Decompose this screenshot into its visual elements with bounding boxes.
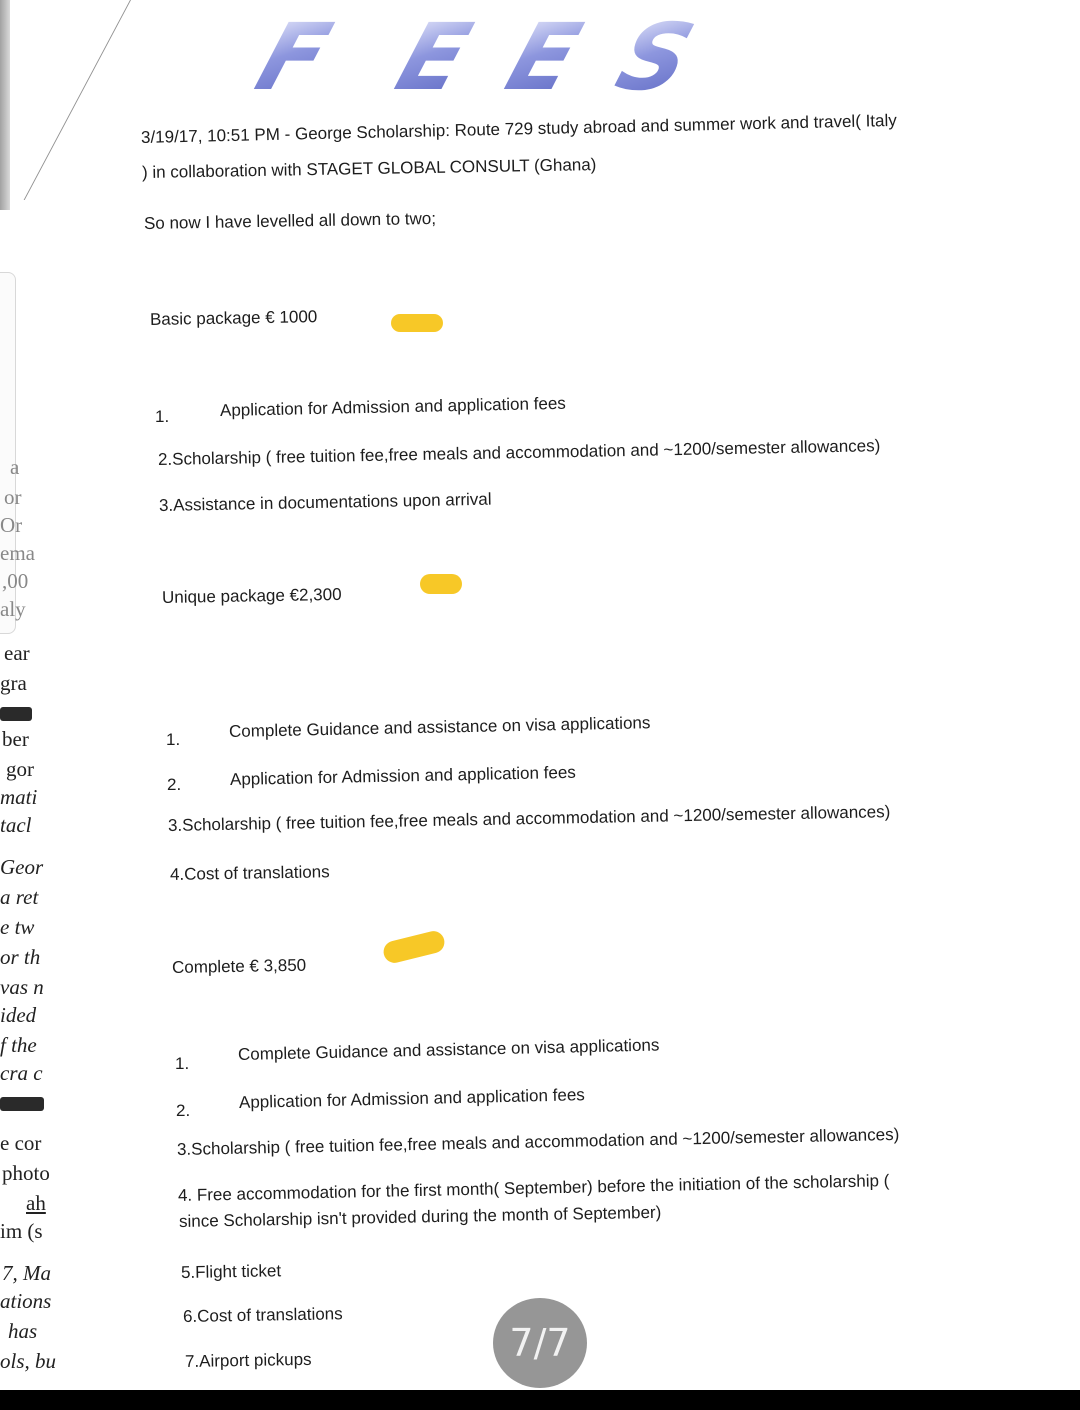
prev-text: ema [0,541,35,565]
intro-line: So now I have levelled all down to two; [143,208,437,233]
list-number: 1. [155,407,170,426]
list-number: 2. [176,1101,191,1120]
prev-text: or [4,485,22,509]
prev-text: vas n [0,975,44,999]
prev-text: ations [0,1289,52,1313]
prev-text: a ret [0,885,39,909]
intro-line: 3/19/17, 10:51 PM - George Scholarship: Route 729 study abroad and summer work and travel( Italy [140,110,897,147]
highlight-mark [420,574,462,594]
list-item: 5.Flight ticket [180,1261,282,1282]
title-letter: F [244,4,343,111]
prev-text: ided [0,1003,37,1027]
list-number: 1. [175,1054,190,1073]
prev-text: Geor [0,855,44,879]
list-item: 2.Scholarship ( free tuition fee,free meals and accommodation and ~1200/semester allowances) [157,436,881,469]
title-letter: S [604,4,706,111]
list-item: 6.Cost of translations [182,1304,343,1326]
list-item: Complete Guidance and assistance on visa applications [228,713,651,741]
list-item: since Scholarship isn't provided during the month of September) [178,1202,662,1231]
prev-text: ,00 [2,569,29,593]
prev-text: photo [2,1161,50,1185]
prev-text: gra [0,671,27,695]
prev-text: ols, bu [0,1349,57,1373]
prev-text: f the [0,1033,37,1057]
list-item: Application for Admission and application fees [229,762,577,789]
prev-text: mati [0,785,38,809]
title-letter: E [494,4,593,111]
highlight-mark [391,314,443,332]
prev-text: ear [4,641,30,665]
title-letter: E [384,4,483,111]
prev-text: tacl [0,813,32,837]
prev-text: 7, Ma [2,1261,51,1285]
list-item: Complete Guidance and assistance on visa applications [237,1035,660,1064]
prev-text: or th [0,945,41,969]
list-number: 1. [166,730,181,749]
list-number: 2. [167,775,182,794]
highlight-mark [381,929,446,965]
prev-text: Or [0,513,23,537]
prev-text: cra c [0,1061,43,1085]
prev-text: ber [2,727,29,751]
list-item: 4. Free accommodation for the first month( September) before the initiation of the scholarship ( [177,1171,890,1205]
prev-text: im (s [0,1219,43,1243]
list-item: 3.Scholarship ( free tuition fee,free meals and accommodation and ~1200/semester allowances) [167,802,891,835]
page-indicator: 7/7 [493,1298,587,1388]
package-heading: Basic package € 1000 [149,307,318,329]
system-nav-bar [0,1390,1080,1410]
list-item: 4.Cost of translations [169,862,330,884]
package-heading: Complete € 3,850 [171,955,307,977]
prev-text: e tw [0,915,35,939]
list-item: Application for Admission and application fees [238,1085,586,1112]
prev-text: aly [0,597,26,621]
intro-line: ) in collaboration with STAGET GLOBAL CONSULT (Ghana) [141,155,597,182]
prev-text: e cor [0,1131,42,1155]
prev-text: a [10,455,20,479]
list-item: 3.Scholarship ( free tuition fee,free meals and accommodation and ~1200/semester allowances) [176,1124,900,1159]
package-heading: Unique package €2,300 [161,584,342,607]
list-item: 7.Airport pickups [184,1349,312,1371]
prev-text: gor [6,757,34,781]
list-item: 3.Assistance in documentations upon arrival [158,489,492,515]
prev-text: has [8,1319,38,1343]
list-item: Application for Admission and application fees [219,393,567,420]
prev-text: ah [26,1191,46,1215]
